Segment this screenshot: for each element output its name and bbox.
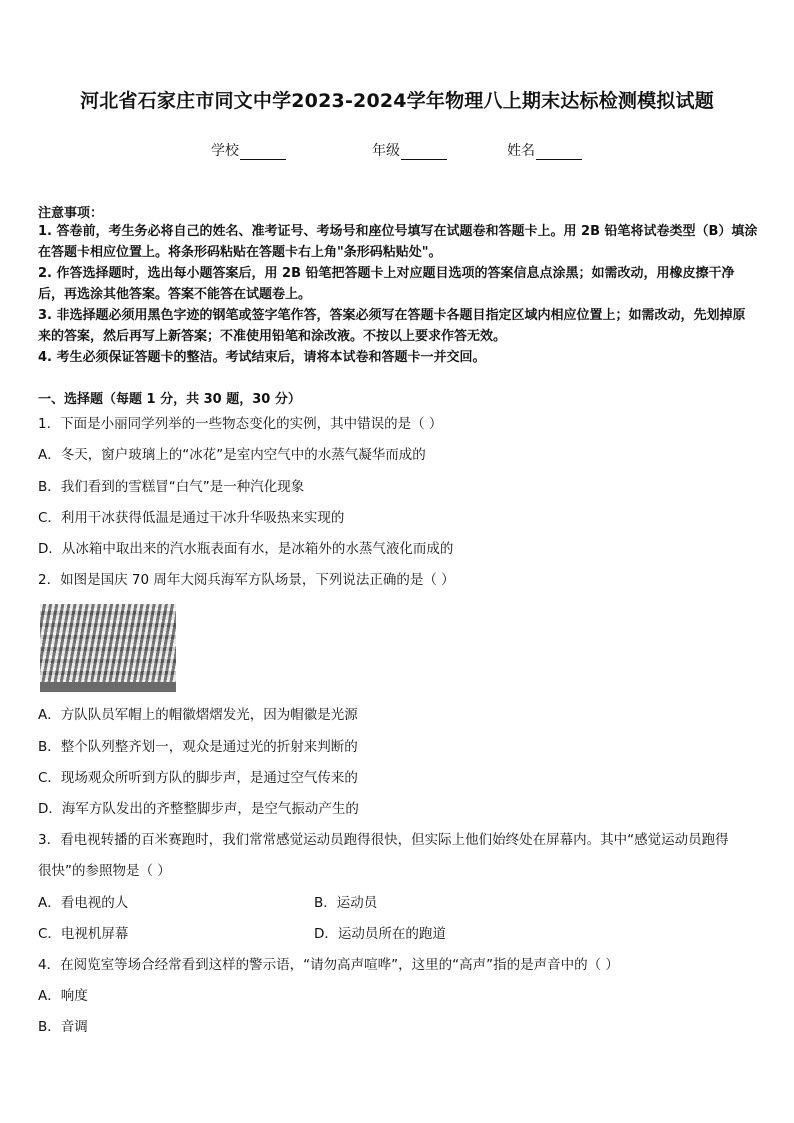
notice-item-3: 3. 非选择题必须用黑色字迹的钢笔或签字笔作答，答案必须写在答题卡各题目指定区域内相应位置上；如需改动，先划掉原来的答案，然后再写上新答案；不准使用铅笔和涂改液。不按以上要求作答无效。 bbox=[38, 308, 746, 344]
notice-item-4: 4. 考生必须保证答题卡的整洁。考试结束后，请将本试卷和答题卡一并交回。 bbox=[38, 350, 486, 365]
school-field bbox=[211, 140, 286, 160]
page-title: 河北省石家庄市同文中学2023-2024学年物理八上期末达标检测模拟试题 bbox=[80, 90, 714, 112]
question-1-stem: 1．下面是小丽同学列举的一些物态变化的实例，其中错误的是（ ） bbox=[38, 416, 443, 432]
question-3-option-a: A．看电视的人 bbox=[38, 895, 129, 911]
name-label: 姓名 bbox=[507, 143, 535, 159]
question-1-option-b: B．我们看到的雪糕冒“白气”是一种汽化现象 bbox=[38, 479, 305, 495]
school-blank bbox=[240, 145, 286, 160]
notice-item-1: 1. 答卷前，考生务必将自己的姓名、准考证号、考场号和座位号填写在试题卷和答题卡上。用 2B 铅笔将试卷类型（B）填涂在答题卡相应位置上。将条形码粘贴在答题卡右上角"条形码粘贴处"。 bbox=[38, 224, 758, 260]
grade-field bbox=[372, 140, 447, 160]
question-2-option-a: A．方队队员军帽上的帽徽熠熠发光，因为帽徽是光源 bbox=[38, 707, 358, 723]
question-4-option-b: B．音调 bbox=[38, 1019, 88, 1035]
school-label: 学校 bbox=[211, 143, 239, 159]
question-1-option-d: D．从冰箱中取出来的汽水瓶表面有水，是冰箱外的水蒸气液化而成的 bbox=[38, 541, 454, 557]
question-4-option-a: A．响度 bbox=[38, 988, 88, 1004]
question-1-option-c: C．利用干冰获得低温是通过干冰升华吸热来实现的 bbox=[38, 510, 345, 526]
question-3-option-b: B．运动员 bbox=[314, 895, 378, 911]
grade-blank bbox=[401, 145, 447, 160]
section-heading: 一、选择题（每题 1 分，共 30 题，30 分） bbox=[38, 392, 301, 407]
question-1-option-a: A．冬天，窗户玻璃上的“冰花”是室内空气中的水蒸气凝华而成的 bbox=[38, 447, 426, 463]
question-4-stem: 4．在阅览室等场合经常看到这样的警示语，“请勿高声喧哗”，这里的“高声”指的是声音中的（ ） bbox=[38, 957, 619, 973]
parade-photo bbox=[40, 604, 176, 692]
question-2-option-b: B．整个队列整齐划一，观众是通过光的折射来判断的 bbox=[38, 739, 358, 755]
question-2-stem: 2．如图是国庆 70 周年大阅兵海军方队场景，下列说法正确的是（ ） bbox=[38, 572, 455, 588]
name-field bbox=[507, 140, 582, 160]
question-3-stem-line1: 3．看电视转播的百米赛跑时，我们常常感觉运动员跑得很快，但实际上他们始终处在屏幕内。其中“感觉运动员跑得 bbox=[38, 832, 729, 848]
grade-label: 年级 bbox=[372, 143, 400, 159]
name-blank bbox=[536, 145, 582, 160]
notice-heading: 注意事项： bbox=[38, 206, 104, 221]
question-3-stem-line2: 很快”的参照物是（ ） bbox=[38, 863, 171, 879]
question-3-option-d: D．运动员所在的跑道 bbox=[314, 926, 446, 942]
question-2-option-c: C．现场观众所听到方队的脚步声，是通过空气传来的 bbox=[38, 770, 358, 786]
question-3-option-c: C．电视机屏幕 bbox=[38, 926, 129, 942]
question-2-option-d: D．海军方队发出的齐整整脚步声，是空气振动产生的 bbox=[38, 801, 359, 817]
notice-item-2: 2. 作答选择题时，选出每小题答案后，用 2B 铅笔把答题卡上对应题目选项的答案信息点涂黑；如需改动，用橡皮擦干净后，再选涂其他答案。答案不能答在试题卷上。 bbox=[38, 266, 735, 302]
